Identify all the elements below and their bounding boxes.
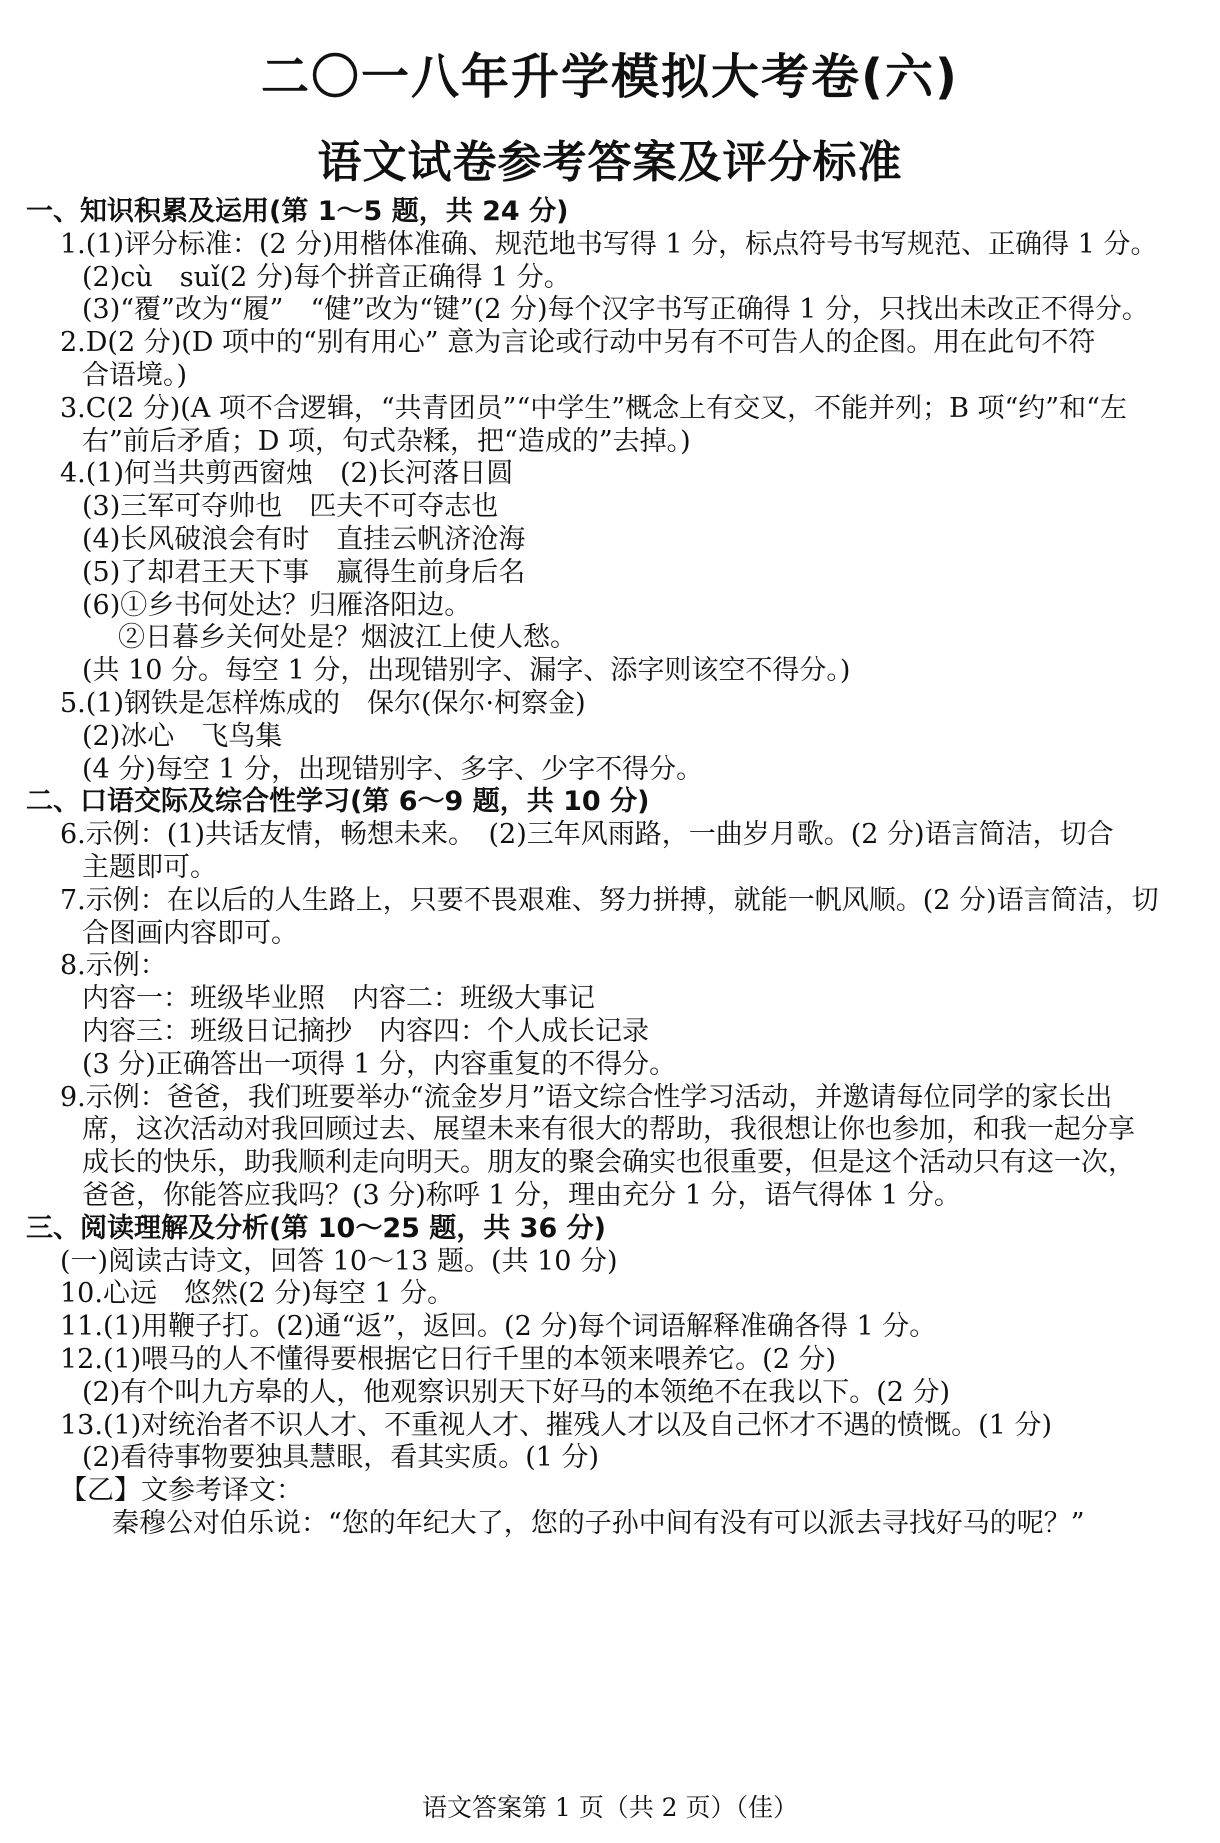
answer-line: (共 10 分。每空 1 分，出现错别字、漏字、添字则该空不得分。)	[82, 655, 851, 687]
answer-line: 6.示例：(1)共话友情，畅想未来。 (2)三年风雨路，一曲岁月歌。(2 分)语言简洁，切合	[60, 819, 1114, 851]
answer-line: 席，这次活动对我回顾过去、展望未来有很大的帮助，我很想让你也参加，和我一起分享	[82, 1114, 1135, 1146]
answer-line: (3)“覆”改为“履” “健”改为“键”(2 分)每个汉字书写正确得 1 分，只找出未改正不得分。	[82, 294, 1149, 326]
answer-line: 内容三：班级日记摘抄 内容四：个人成长记录	[82, 1016, 649, 1047]
section-heading: 二、口语交际及综合性学习(第 6～9 题，共 10 分)	[26, 786, 650, 818]
answer-line: 秦穆公对伯乐说：“您的年纪大了，您的子孙中间有没有可以派去寻找好马的呢？”	[112, 1508, 1085, 1539]
answer-line: 合图画内容即可。	[82, 917, 298, 949]
answer-line: 主题即可。	[82, 852, 217, 883]
answer-line: 11.(1)用鞭子打。(2)通“返”，返回。(2 分)每个词语解释准确各得 1 分。	[60, 1311, 937, 1343]
exam-title: 二〇一八年升学模拟大考卷(六)	[261, 49, 959, 105]
answer-line: (3)三军可夺帅也 匹夫不可夺志也	[82, 491, 499, 523]
answer-line: (5)了却君王天下事 赢得生前身后名	[82, 556, 526, 588]
answer-line: 12.(1)喂马的人不懂得要根据它日行千里的本领来喂养它。(2 分)	[60, 1344, 837, 1375]
answer-line: 9.示例：爸爸，我们班要举办“流金岁月”语文综合性学习活动，并邀请每位同学的家长出	[60, 1081, 1113, 1113]
answer-line: 5.(1)钢铁是怎样炼成的 保尔(保尔·柯察金)	[60, 688, 586, 719]
answer-line: 成长的快乐，助我顺利走向明天。朋友的聚会确实也很重要，但是这个活动只有这一次，	[82, 1147, 1135, 1179]
answer-line: 内容一：班级毕业照 内容二：班级大事记	[82, 983, 595, 1015]
page-footer: 语文答案第 1 页（共 2 页）（佳）	[421, 1793, 799, 1822]
answer-line: (3 分)正确答出一项得 1 分，内容重复的不得分。	[82, 1048, 677, 1080]
answer-line: (2)冰心 飞鸟集	[82, 720, 283, 752]
answer-line: 8.示例：	[60, 950, 167, 982]
answer-line: (4)长风破浪会有时 直挂云帆济沧海	[82, 524, 526, 555]
answer-line: (2)cù suǐ(2 分)每个拼音正确得 1 分。	[82, 261, 571, 293]
answer-line: 4.(1)何当共剪西窗烛 (2)长河落日圆	[60, 458, 514, 490]
section-heading: 三、阅读理解及分析(第 10～25 题，共 36 分)	[26, 1212, 606, 1244]
answer-line: 13.(1)对统治者不识人才、不重视人才、摧残人才以及自己怀才不遇的愤慨。(1 分)	[60, 1409, 1053, 1441]
answer-line: 爸爸，你能答应我吗？(3 分)称呼 1 分，理由充分 1 分，语气得体 1 分。	[82, 1180, 961, 1211]
answer-line: 2.D(2 分)(D 项中的“别有用心” 意为言论或行动中另有不可告人的企图。用在此句不符	[60, 327, 1096, 359]
answer-line: (2)有个叫九方皋的人，他观察识别天下好马的本领绝不在我以下。(2 分)	[82, 1376, 951, 1408]
answer-line: 【乙】文参考译文：	[60, 1475, 303, 1507]
answer-line: (2)看待事物要独具慧眼，看其实质。(1 分)	[82, 1442, 600, 1474]
answer-subtitle: 语文试卷参考答案及评分标准	[317, 137, 903, 188]
answer-line: 7.示例：在以后的人生路上，只要不畏艰难、努力拼搏，就能一帆风顺。(2 分)语言简洁，切	[60, 884, 1159, 916]
answer-line: (6)①乡书何处达？归雁洛阳边。	[82, 589, 472, 621]
answer-line: 1.(1)评分标准：(2 分)用楷体准确、规范地书写得 1 分，标点符号书写规范、正确得 1 分。	[60, 228, 1158, 260]
answer-line: 合语境。)	[82, 360, 188, 391]
answer-line: (一)阅读古诗文，回答 10～13 题。(共 10 分)	[60, 1245, 618, 1277]
answer-line: 右”前后矛盾；D 项，句式杂糅，把“造成的”去掉。)	[82, 425, 691, 457]
answer-line: 10.心远 悠然(2 分)每空 1 分。	[60, 1278, 455, 1310]
section-heading: 一、知识积累及运用(第 1～5 题，共 24 分)	[26, 196, 569, 227]
answer-line: ②日暮乡关何处是？烟波江上使人愁。	[118, 622, 577, 654]
answer-line: 3.C(2 分)(A 项不合逻辑，“共青团员”“中学生”概念上有交叉，不能并列；B 项“约”和“左	[60, 392, 1127, 424]
answer-line: (4 分)每空 1 分，出现错别字、多字、少字不得分。	[82, 753, 704, 785]
